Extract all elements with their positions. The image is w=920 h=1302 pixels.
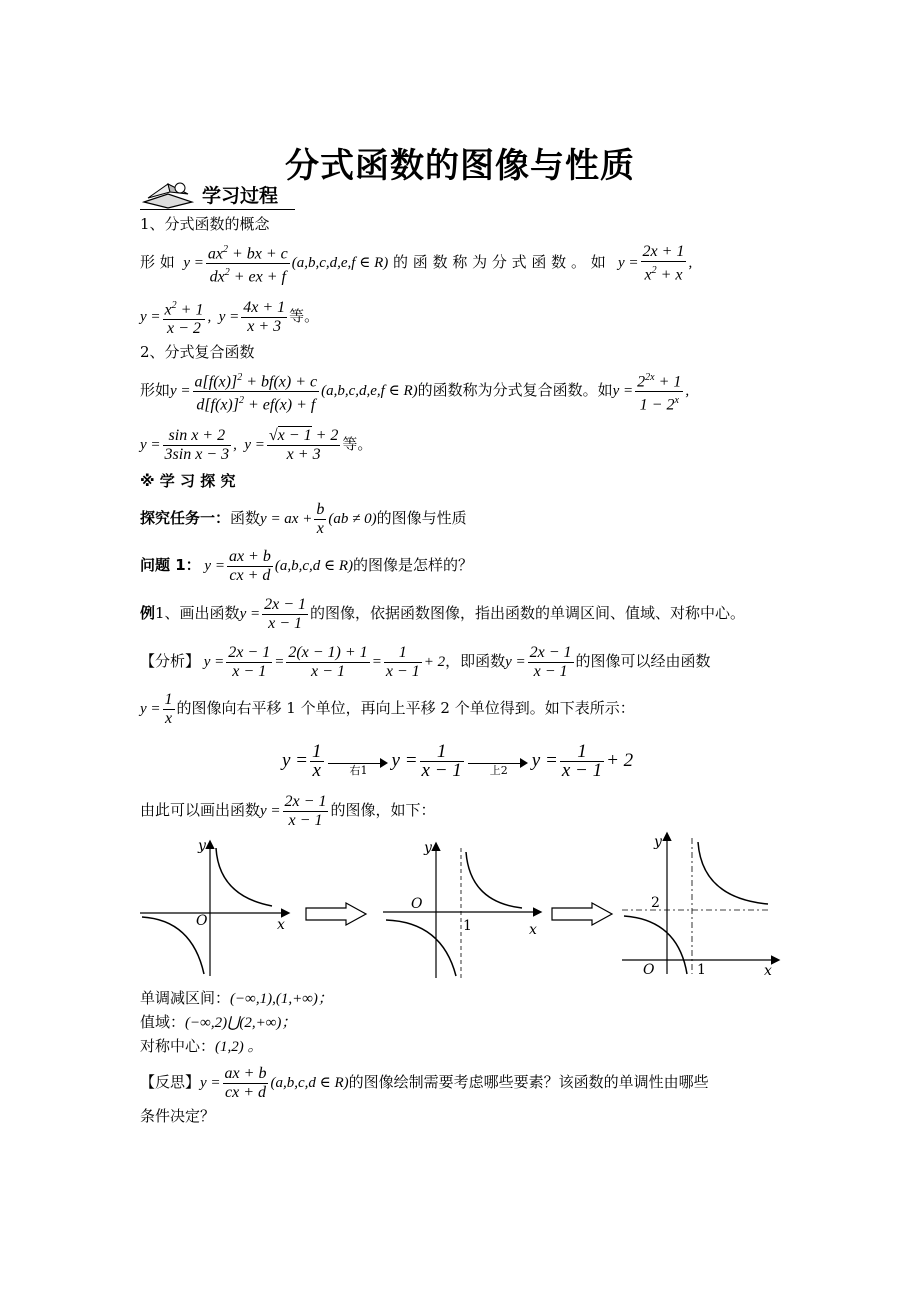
task1-label: 探究任务一：: [140, 509, 231, 527]
decr-value: (−∞,1),(1,+∞)；: [230, 991, 333, 1007]
item2-heading: 2、分式复合函数: [140, 343, 255, 361]
draw-text-a: 由此可以画出函数: [140, 801, 261, 819]
item2-etc: 等。: [342, 435, 373, 453]
transform-chain: y = $\frac{1}{x}$ 右1 y = $\frac{1}{x - 1}$ 上2 y = $\frac{1}{x - 1}$ + 2: [282, 741, 634, 782]
q1-line: [140, 543, 473, 587]
formula-analysis: y = $\frac{2x - 1}{x - 1}$ = $\frac{2(x - 1) + 1}{x - 1}$ = $\frac{1}{x - 1}$ + 2: [200, 644, 446, 681]
explore-heading: ※ 学 习 探 究: [140, 472, 236, 490]
item2-line: [140, 366, 689, 414]
item1-heading: 1、分式函数的概念: [140, 215, 270, 233]
arrow-right-1: 右1: [328, 751, 390, 771]
graph-2-x-label: x: [529, 922, 537, 938]
reflect-text: 的图像绘制需要考虑哪些要素？该函数的单调性由哪些: [348, 1073, 709, 1091]
range-value: (−∞,2)⋃(2,+∞)；: [185, 1015, 297, 1031]
formula-task1: y = ax + $\frac{b}{x}$ (ab ≠ 0): [260, 501, 377, 538]
formula-composite-example-1: y = $\frac{2^{2x} + 1}{1 - 2^x}$ ,: [613, 383, 690, 399]
item1-etc: 等。: [289, 307, 320, 325]
graph-3-y-label: y: [654, 834, 662, 850]
analysis-text-c: 的图像向右平移 1 个单位，再向上平移 2 个单位得到。如下表所示：: [176, 699, 635, 717]
q1-label: 问题 1：: [140, 556, 201, 574]
ex1-line: [140, 591, 745, 635]
ex1-text-a: 1、画出函数: [155, 604, 240, 622]
item2-text-b: 的函数称为分式复合函数。如: [417, 381, 613, 399]
draw-text-b: 的图像，如下：: [330, 801, 436, 819]
analysis-line-2: [140, 686, 635, 730]
hollow-arrow-1: [306, 903, 366, 925]
formula-analysis-2: y = $\frac{2x - 1}{x - 1}$: [505, 644, 572, 681]
formula-ex1: y = $\frac{2x - 1}{x - 1}$: [239, 596, 306, 633]
section-heading-process: 学习过程: [202, 185, 279, 207]
formula-general: y = $\frac{ax^2 + bx + c}{dx^2 + ex + f}$ (a,b,c,d,e,f ∈ R): [180, 255, 389, 271]
graph-1-y-label: y: [198, 838, 206, 854]
center-line: [140, 1036, 263, 1057]
item1-examples: [140, 292, 319, 340]
center-value: (1,2) 。: [215, 1039, 263, 1055]
item1-text-b: 的 函 数 称 为 分 式 函 数 。 如: [393, 253, 606, 271]
graph-1-reciprocal: [140, 838, 288, 976]
page-title: 分式函数的图像与性质: [285, 146, 635, 186]
hollow-arrow-2: [552, 903, 612, 925]
analysis-text-a: ，即函数: [445, 652, 506, 670]
reflect-label: 【反思】: [140, 1073, 201, 1091]
q1-text: 的图像是怎样的？: [353, 556, 474, 574]
item2-examples: [140, 420, 372, 468]
item2-text-a: 形如: [140, 381, 171, 399]
graph-3-two-label: 2: [651, 895, 660, 911]
decreasing-interval: [140, 988, 333, 1009]
formula-q1: y = $\frac{ax + b}{cx + d}$ (a,b,c,d ∈ R): [200, 548, 354, 585]
formula-example-2: y = $\frac{x^2 + 1}{x - 2}$ , y = $\frac{4x + 1}{x + 3}$: [140, 309, 289, 325]
draw-line: [140, 788, 435, 832]
graph-3-one-label: 1: [697, 962, 706, 978]
formula-reflect: y = $\frac{ax + b}{cx + d}$ (a,b,c,d ∈ R): [200, 1065, 349, 1102]
formula-example-1: y = $\frac{2x + 1}{x^2 + x}$ ,: [610, 242, 693, 284]
analysis-label: 【分析】: [140, 652, 201, 670]
graph-2-one-label: 1: [463, 918, 472, 934]
ex1-label: 例: [140, 604, 156, 622]
book-icon: [140, 176, 198, 210]
graph-1-origin-label: O: [196, 913, 208, 929]
formula-draw: y = $\frac{2x - 1}{x - 1}$: [260, 793, 327, 830]
item1-text-a: 形 如: [140, 253, 175, 271]
task1-text-b: 的图像与性质: [376, 509, 467, 527]
graph-1-x-label: x: [277, 917, 285, 933]
formula-composite-example-2: y = $\frac{\text{sin x + 2}}{\text{3sin x − 3}}$ , y = $\frac{√x - 1 + 2}{x + 3}$: [140, 427, 339, 464]
range-label: 值域：: [140, 1013, 186, 1031]
analysis-text-b: 的图像可以经由函数: [575, 652, 711, 670]
graphs-figure: [130, 828, 790, 988]
graph-2-shift-right: [383, 840, 540, 978]
analysis-line: [140, 639, 711, 683]
task1-line: [140, 496, 467, 540]
formula-reciprocal: y = $\frac{1}{x}$: [140, 691, 173, 728]
section-underline: [140, 209, 295, 210]
graph-3-x-label: x: [764, 963, 772, 979]
reflect-line: [140, 1060, 709, 1104]
reflect-line-2: 条件决定？: [140, 1107, 216, 1125]
formula-composite-general: y = $\frac{a[f(x)]^2 + bf(x) + c}{d[f(x)]^2 + ef(x) + f}$ (a,b,c,d,e,f ∈ R): [170, 383, 418, 399]
arrow-up-2: 上2: [468, 751, 530, 771]
task1-text-a: 函数: [230, 509, 261, 527]
graph-3-origin-label: O: [643, 962, 655, 978]
graph-2-origin-label: O: [411, 896, 423, 912]
center-label: 对称中心：: [140, 1037, 216, 1055]
ex1-text-b: 的图像，依据函数图像，指出函数的单调区间、值域、对称中心。: [310, 604, 746, 622]
graph-2-y-label: y: [424, 840, 432, 856]
decr-label: 单调减区间：: [140, 989, 231, 1007]
item1-line: [140, 238, 692, 286]
range-line: [140, 1012, 296, 1033]
graph-3-shift-up: [622, 834, 778, 979]
